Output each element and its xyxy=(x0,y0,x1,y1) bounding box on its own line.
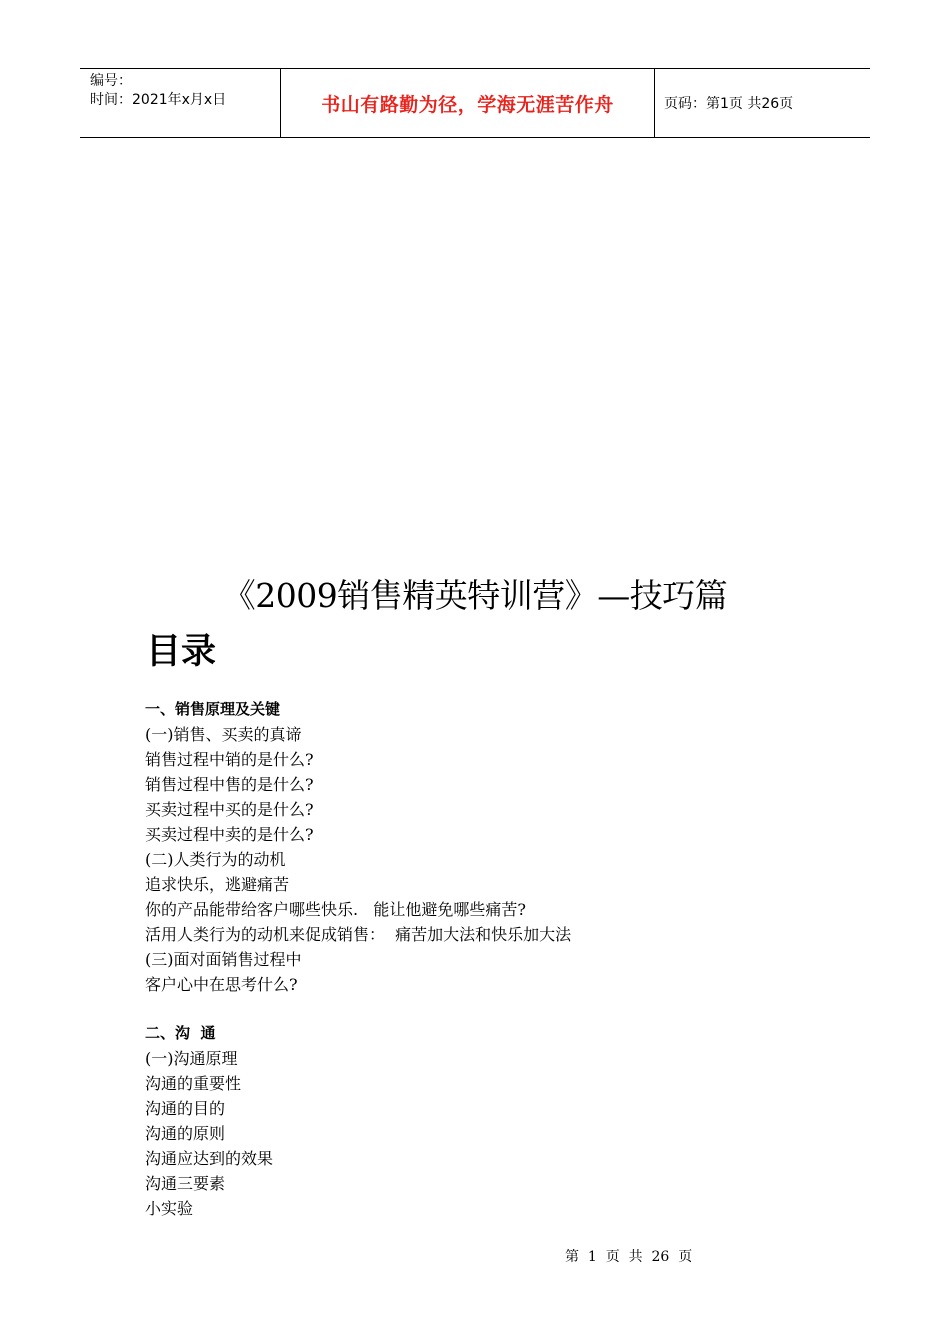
page-footer: 第 1 页 共 26 页 xyxy=(565,1249,693,1265)
toc-line: (一)销售、买卖的真谛 xyxy=(145,725,302,744)
section-heading: 一、销售原理及关键 xyxy=(145,700,281,718)
section-heading: 二、沟 通 xyxy=(145,1024,216,1042)
toc-line: 客户心中在思考什么? xyxy=(145,975,298,994)
time-label: 时间：2021年x月x日 xyxy=(90,92,227,108)
document-title: 《2009销售精英特训营》—技巧篇 xyxy=(222,576,728,615)
toc-line: 沟通的重要性 xyxy=(145,1074,242,1093)
toc-line: 小实验 xyxy=(145,1199,194,1218)
toc-line: 沟通应达到的效果 xyxy=(145,1149,274,1168)
toc-line: 你的产品能带给客户哪些快乐. 能让他避免哪些痛苦? xyxy=(145,900,526,919)
id-label: 编号： xyxy=(90,73,132,89)
motto-text: 书山有路勤为径，学海无涯苦作舟 xyxy=(321,93,614,116)
table-of-contents xyxy=(145,697,845,1221)
toc-line: 沟通三要素 xyxy=(145,1174,226,1193)
toc-line: 销售过程中销的是什么? xyxy=(145,750,314,769)
header-motto-cell xyxy=(281,69,655,137)
toc-line: 沟通的目的 xyxy=(145,1099,226,1118)
toc-line: (二)人类行为的动机 xyxy=(145,850,286,869)
toc-line: 买卖过程中卖的是什么? xyxy=(145,825,314,844)
document-header xyxy=(80,68,870,138)
section-gap xyxy=(145,997,845,1021)
toc-line: 追求快乐，逃避痛苦 xyxy=(145,875,290,894)
page-info: 页码：第1页 共26页 xyxy=(664,96,794,112)
header-page-cell xyxy=(655,69,870,137)
toc-heading: 目录 xyxy=(146,632,217,672)
toc-line: 活用人类行为的动机来促成销售： 痛苦加大法和快乐加大法 xyxy=(145,925,572,944)
toc-line: 沟通的原则 xyxy=(145,1124,226,1143)
header-meta-cell xyxy=(80,69,281,137)
toc-line: 销售过程中售的是什么? xyxy=(145,775,314,794)
toc-line: (一)沟通原理 xyxy=(145,1049,238,1068)
toc-line: 买卖过程中买的是什么? xyxy=(145,800,314,819)
toc-line: (三)面对面销售过程中 xyxy=(145,950,302,969)
